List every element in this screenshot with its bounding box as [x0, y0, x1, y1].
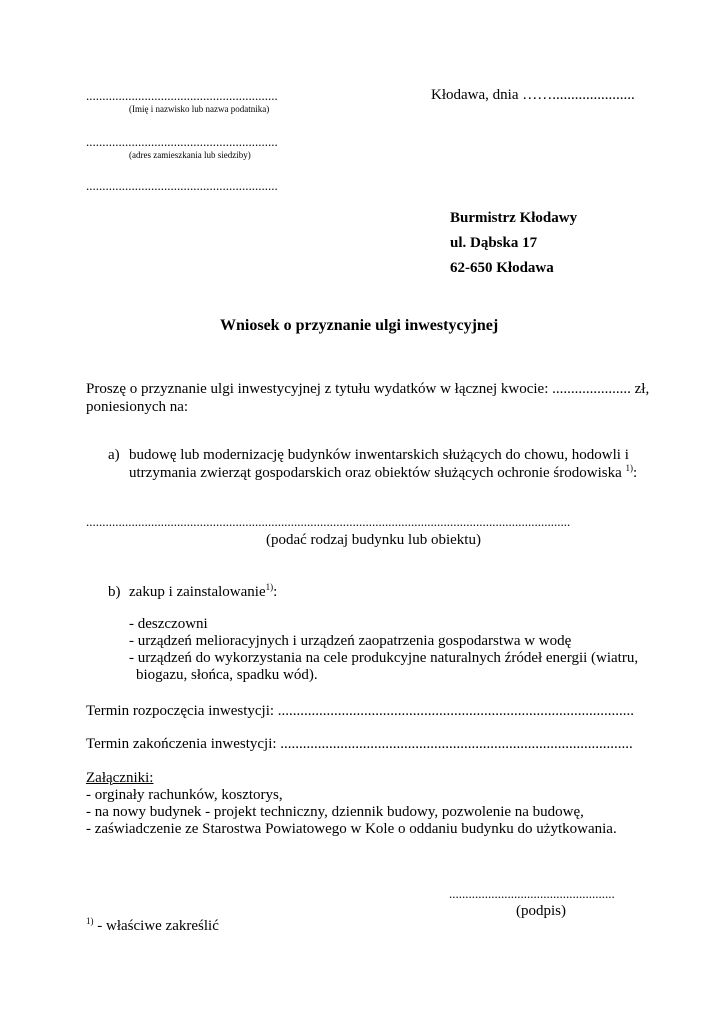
- term-start: Termin rozpoczęcia inwestycji: ...............................................................................................: [86, 703, 635, 719]
- signature-field: ...................................................: [449, 886, 615, 901]
- item-b-option-3-cont: biogazu, słońca, spadku wód).: [136, 667, 318, 683]
- attachment-item-3: - zaświadczenie ze Starostwa Powiatowego w Kole o oddaniu budynku do użytkowania.: [86, 821, 617, 837]
- sender-address-field: ...........................................................: [86, 134, 278, 149]
- attachments-heading: Załączniki:: [86, 770, 154, 786]
- footnote: [86, 918, 219, 935]
- item-b-option-2: - urządzeń melioracyjnych i urządzeń zaopatrzenia gospodarstwa w wodę: [129, 633, 572, 649]
- sender-extra-field: ...........................................................: [86, 178, 278, 193]
- footnote-text: - właściwe zakreślić: [93, 918, 219, 934]
- sender-address-caption: (adres zamieszkania lub siedziby): [129, 150, 251, 160]
- intro-line-2: poniesionych na:: [86, 399, 189, 415]
- place-date: Kłodawa, dnia ……......................: [431, 87, 635, 103]
- item-a-fill-caption: (podać rodzaj budynku lub obiektu): [266, 532, 481, 548]
- item-a-footnote-ref: 1): [625, 463, 633, 473]
- recipient-street: ul. Dąbska 17: [450, 235, 538, 251]
- signature-caption: (podpis): [516, 903, 566, 919]
- item-b-marker: b): [108, 584, 121, 600]
- item-a-line-1: budowę lub modernizację budynków inwentarskich służących do chowu, hodowli i: [129, 447, 629, 463]
- footnote-mark: 1): [86, 916, 94, 926]
- item-b-label-line: [129, 584, 277, 601]
- item-b-colon: :: [273, 584, 278, 600]
- item-a-fill-field: .....................................................................................................................................................: [86, 514, 571, 529]
- item-a-line-2-text: utrzymania zwierząt gospodarskich oraz obiektów służących ochronie środowiska: [129, 465, 622, 481]
- item-a-marker: a): [108, 447, 120, 463]
- item-a-colon: :: [633, 465, 638, 481]
- document-title: Wniosek o przyznanie ulgi inwestycyjnej: [220, 317, 499, 334]
- recipient-city: 62-650 Kłodawa: [450, 260, 554, 276]
- item-a-line-2: [129, 465, 637, 482]
- intro-line-1: Proszę o przyznanie ulgi inwestycyjnej z tytułu wydatków w łącznej kwocie: ..................... zł,: [86, 381, 650, 397]
- item-b-option-3: - urządzeń do wykorzystania na cele produkcyjne naturalnych źródeł energii (wiatru,: [129, 650, 639, 666]
- item-b-label: zakup i zainstalowanie: [129, 584, 266, 600]
- term-end: Termin zakończenia inwestycji: ..............................................................................................: [86, 736, 633, 752]
- item-b-option-1: - deszczowni: [129, 616, 208, 632]
- sender-name-caption: (Imię i nazwisko lub nazwa podatnika): [129, 104, 270, 114]
- item-b-footnote-ref: 1): [265, 582, 274, 592]
- recipient-name: Burmistrz Kłodawy: [450, 210, 578, 226]
- attachment-item-2: - na nowy budynek - projekt techniczny, dziennik budowy, pozwolenie na budowę,: [86, 804, 584, 820]
- attachment-item-1: - orginały rachunków, kosztorys,: [86, 787, 283, 803]
- sender-name-field: ...........................................................: [86, 88, 278, 103]
